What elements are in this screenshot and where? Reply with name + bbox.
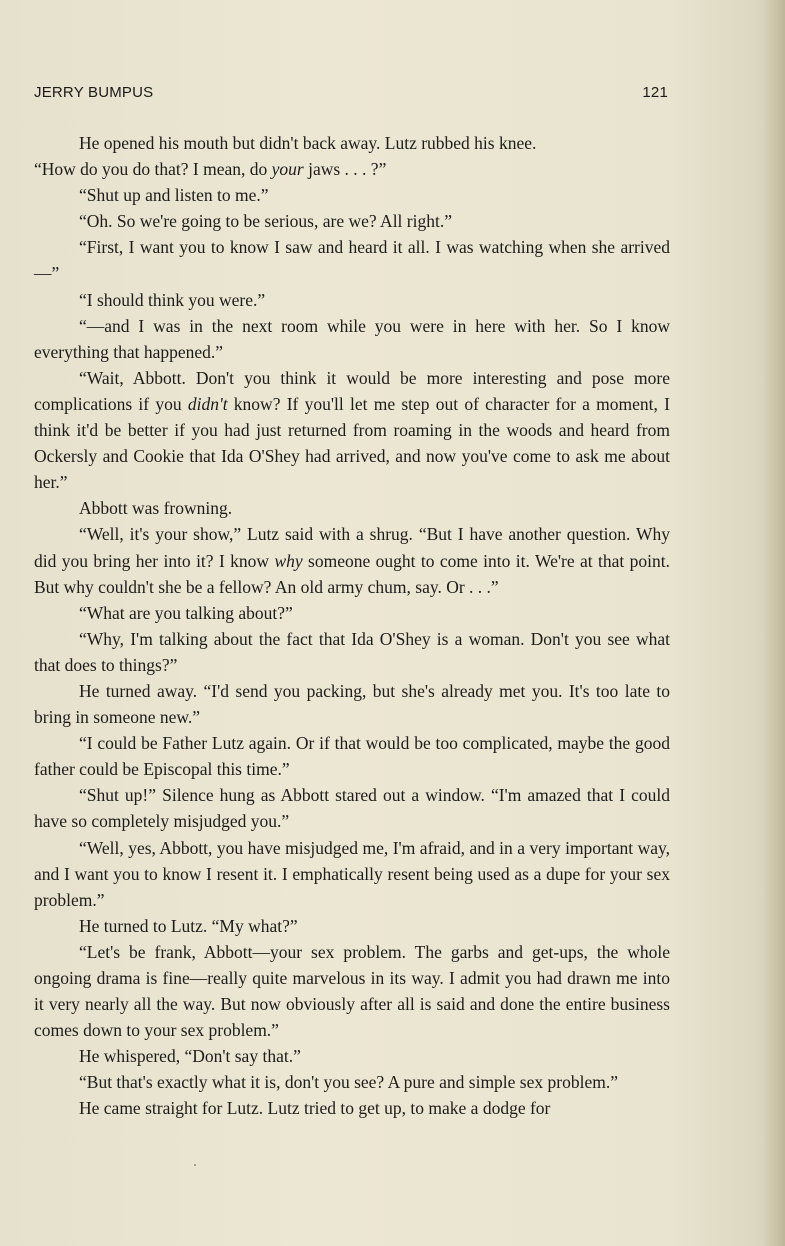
paragraph-text: “Well, yes, Abbott, you have misjudged me, I'm afraid, and in a very important way, and I want you to know I resent it. I emphatically resent being used as a dupe for your sex problem.” — [34, 837, 670, 910]
paragraph-text: “Shut up!” Silence hung as Abbott stared out a window. “I'm amazed that I could have so completely misjudged you.” — [34, 785, 670, 832]
paragraph — [34, 730, 670, 782]
paragraph-text: He came straight for Lutz. Lutz tried to get up, to make a dodge for — [79, 1098, 551, 1119]
paragraph-text: “—and I was in the next room while you were in here with her. So I know everything that happened.” — [34, 315, 670, 362]
paragraph-text: “Wait, Abbott. Don't you think it would be more interesting and pose more complications if you — [34, 367, 670, 414]
paragraph-text: Abbott was frowning. — [79, 498, 233, 519]
paragraph-text: “Oh. So we're going to be serious, are we? All right.” — [79, 211, 452, 232]
paragraph — [34, 287, 670, 313]
paragraph-text-continued: jaws . . . ?” — [303, 159, 387, 180]
paragraph — [34, 939, 670, 1043]
paragraph — [34, 678, 670, 730]
paragraph — [34, 913, 670, 939]
paragraph-text: He opened his mouth but didn't back away. Lutz rubbed his knee. — [79, 133, 537, 153]
emphasis-text: your — [271, 159, 304, 180]
paragraph-text: He turned to Lutz. “My what?” — [79, 915, 298, 936]
paragraph-text: “But that's exactly what it is, don't you see? A pure and simple sex problem.” — [79, 1072, 618, 1093]
paragraph — [34, 521, 670, 599]
paragraph-text-continued: someone ought to come into it. We're at that point. But why couldn't she be a fellow? An old army chum, say. Or . . .” — [34, 550, 670, 597]
emphasis-text: why — [274, 550, 303, 571]
paragraph-text: “Shut up and listen to me.” — [79, 185, 269, 206]
paragraph — [34, 1043, 670, 1069]
paragraph — [34, 626, 670, 678]
paragraph-text-continued: know? If you'll let me step out of character for a moment, I think it'd be better if you had just returned from roaming in the woods and heard from Ockersly and Cookie that Ida O'Shey had arrived, and now you've come to ask me about her.” — [34, 393, 670, 493]
paragraph — [34, 130, 670, 156]
paragraph-text: “Why, I'm talking about the fact that Ida O'Shey is a woman. Don't you see what that does to things?” — [34, 628, 670, 675]
paragraph — [34, 156, 670, 182]
paragraph-text: “First, I want you to know I saw and heard it all. I was watching when she arrived—” — [34, 237, 670, 284]
paragraph — [34, 1069, 670, 1095]
paragraph-text: He turned away. “I'd send you packing, but she's already met you. It's too late to bring in someone new.” — [34, 680, 670, 728]
emphasis-text: didn't — [187, 393, 228, 414]
paragraph — [34, 208, 670, 234]
running-head-author: JERRY BUMPUS — [34, 84, 154, 101]
paragraph — [34, 365, 670, 495]
paragraph — [34, 495, 670, 521]
paragraph — [34, 313, 670, 365]
paragraph-text: “I could be Father Lutz again. Or if that would be too complicated, maybe the good father could be Episcopal this time.” — [34, 733, 670, 780]
paragraph — [34, 234, 670, 286]
paragraph — [34, 600, 670, 626]
page-number: 121 — [642, 84, 668, 101]
speck — [194, 1164, 196, 1166]
paragraph-text: “Let's be frank, Abbott—your sex problem. The garbs and get-ups, the whole ongoing drama is fine—really quite marvelous in its way. I admit you had drawn me into it very nearly all the way. But now obviously after all is said and done the entire business comes down to your sex problem.” — [34, 941, 670, 1041]
paragraph — [34, 182, 670, 208]
paragraph-text: “Well, it's your show,” Lutz said with a shrug. “But I have another question. Why did you bring her into it? I know — [34, 524, 670, 571]
paragraph-text: He whispered, “Don't say that.” — [79, 1046, 301, 1067]
paragraph-text: “I should think you were.” — [79, 289, 266, 310]
body-text — [34, 130, 670, 1122]
paragraph-text: “What are you talking about?” — [79, 602, 293, 623]
paragraph — [34, 782, 670, 834]
page-gutter — [763, 0, 785, 1246]
paragraph-text: “How do you do that? I mean, do — [34, 159, 272, 180]
paragraph — [34, 1095, 670, 1121]
paragraph — [34, 835, 670, 913]
